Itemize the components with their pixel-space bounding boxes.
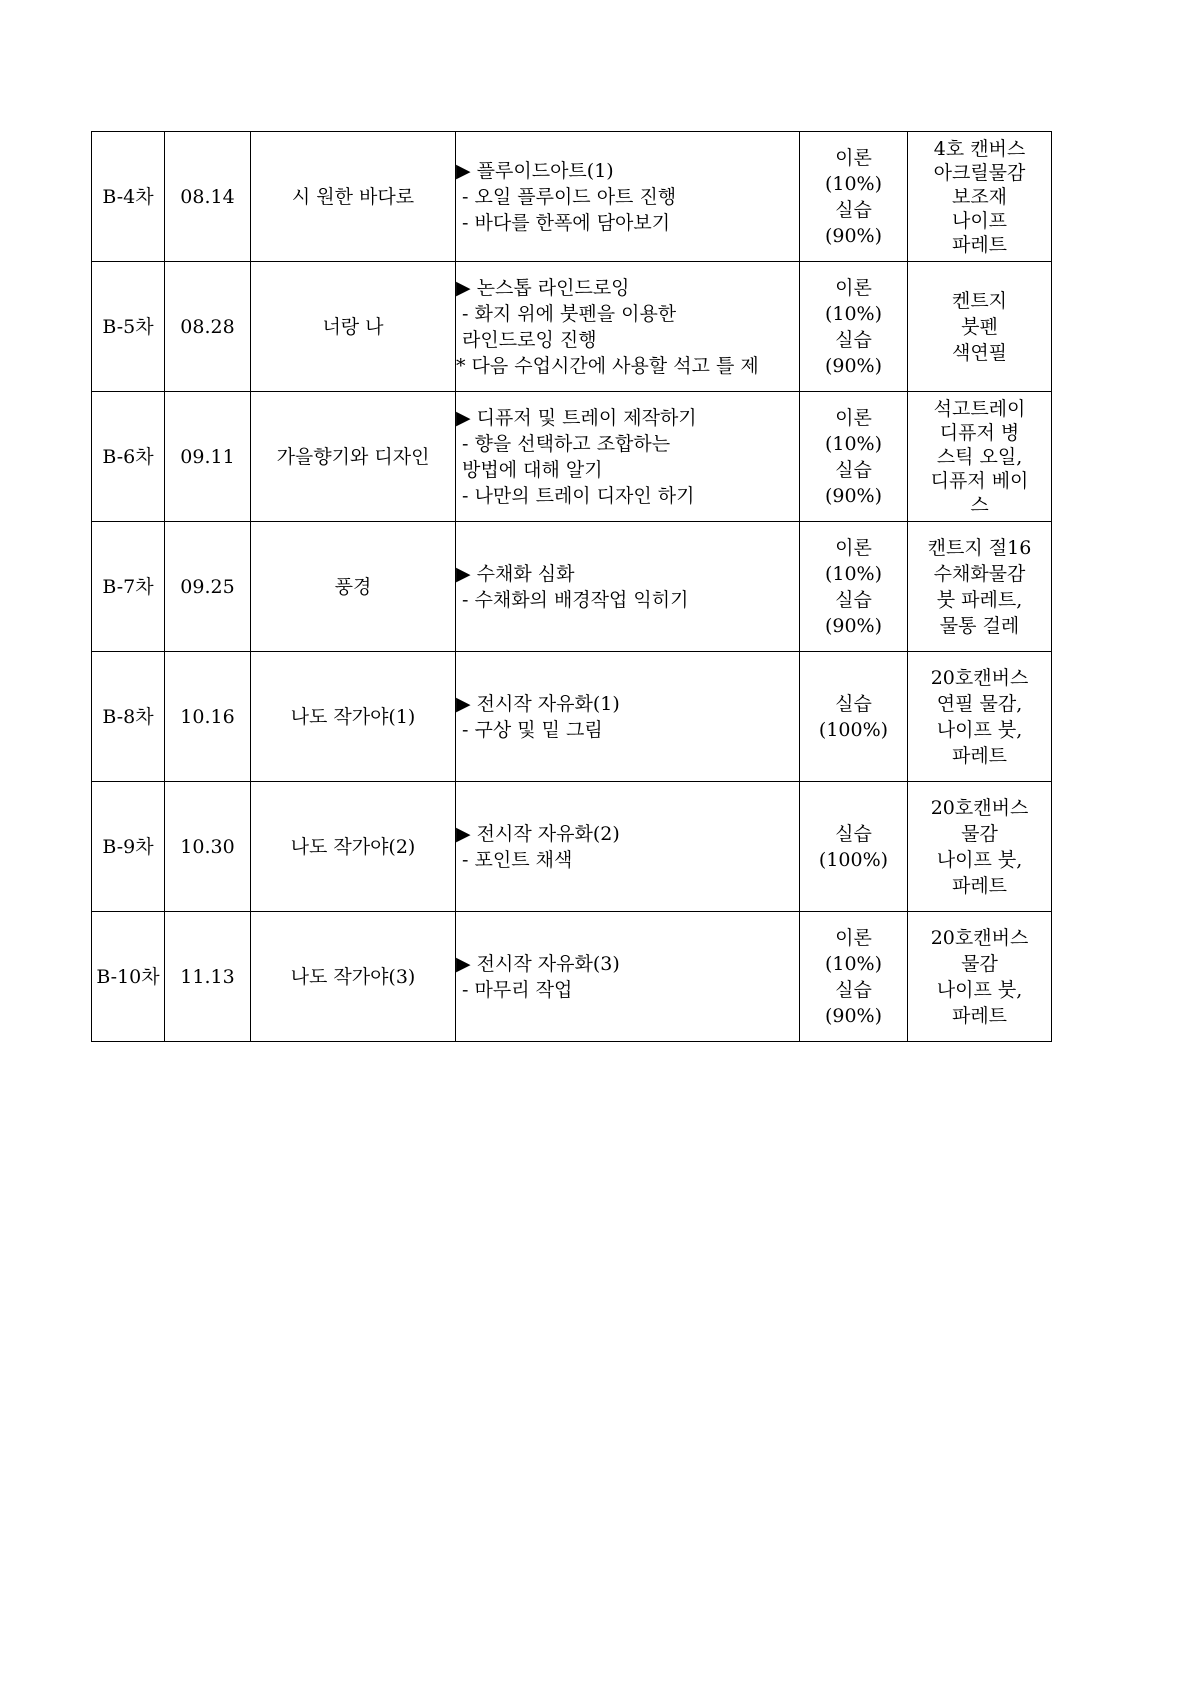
- content-cell: [456, 262, 800, 392]
- material-item: 파레트: [951, 874, 1008, 897]
- content-line: ▶ 디퓨저 및 트레이 제작하기: [456, 406, 697, 429]
- session-cell: B-6차: [92, 392, 165, 522]
- content-line: - 마무리 작업: [456, 978, 573, 1001]
- method-cell: [800, 392, 908, 522]
- method-line: 실습: [835, 978, 872, 1001]
- table-row: [92, 522, 1052, 652]
- method-line: (10%): [824, 432, 883, 455]
- method-line: (100%): [818, 848, 889, 871]
- content-line: ▶ 전시작 자유화(1): [456, 692, 620, 715]
- title-cell: 시 원한 바다로: [251, 132, 456, 262]
- material-item: 파레트: [951, 1004, 1008, 1027]
- material-item: 색연필: [951, 341, 1008, 364]
- content-line: ▶ 논스톱 라인드로잉: [456, 276, 630, 299]
- date-cell: 08.14: [165, 132, 251, 262]
- material-item: 물감: [961, 822, 998, 845]
- material-item: 20호캔버스: [930, 666, 1029, 689]
- date-cell: 10.16: [165, 652, 251, 782]
- title-cell: 나도 작가야(3): [251, 912, 456, 1042]
- table-row: [92, 392, 1052, 522]
- material-item: 20호캔버스: [930, 796, 1029, 819]
- content-line: ▶ 수채화 심화: [456, 562, 575, 585]
- title-cell: 너랑 나: [251, 262, 456, 392]
- date-cell: 11.13: [165, 912, 251, 1042]
- material-item: 수채화물감: [933, 562, 1026, 585]
- material-item: 나이프 붓,: [936, 848, 1023, 871]
- method-cell: [800, 262, 908, 392]
- method-cell: [800, 782, 908, 912]
- material-item: 켄트지: [951, 289, 1008, 312]
- table-row: [92, 132, 1052, 262]
- material-item: 붓 파레트,: [936, 588, 1023, 611]
- method-line: (10%): [824, 562, 883, 585]
- material-item: 연필 물감,: [936, 692, 1023, 715]
- material-item: 물통 걸레: [939, 614, 1020, 637]
- content-line: - 향을 선택하고 조합하는: [456, 432, 671, 455]
- title-cell: 나도 작가야(1): [251, 652, 456, 782]
- method-line: (90%): [824, 224, 883, 247]
- content-line: 방법에 대해 알기: [456, 458, 603, 481]
- title-cell: 풍경: [251, 522, 456, 652]
- date-cell: 09.11: [165, 392, 251, 522]
- content-line: 라인드로잉 진행: [456, 328, 597, 351]
- content-cell: [456, 652, 800, 782]
- date-cell: 09.25: [165, 522, 251, 652]
- session-cell: B-5차: [92, 262, 165, 392]
- content-cell: [456, 132, 800, 262]
- materials-cell: [908, 652, 1052, 782]
- method-line: 이론: [835, 276, 872, 299]
- method-line: 실습: [835, 198, 872, 221]
- material-item: 아크릴물감: [933, 161, 1026, 184]
- method-line: 실습: [835, 328, 872, 351]
- method-line: (90%): [824, 614, 883, 637]
- session-cell: B-9차: [92, 782, 165, 912]
- content-line: - 화지 위에 붓펜을 이용한: [456, 302, 677, 325]
- materials-cell: [908, 262, 1052, 392]
- content-line: - 구상 및 밑 그림: [456, 718, 603, 741]
- material-item: 4호 캔버스: [933, 137, 1026, 160]
- session-cell: B-8차: [92, 652, 165, 782]
- content-line: ▶ 전시작 자유화(3): [456, 952, 620, 975]
- material-item: 스: [970, 493, 989, 516]
- material-item: 캔트지 절16: [927, 536, 1032, 559]
- materials-cell: [908, 522, 1052, 652]
- method-cell: [800, 912, 908, 1042]
- material-item: 보조재: [951, 185, 1008, 208]
- schedule-table: [91, 131, 1052, 1042]
- content-line: - 바다를 한폭에 담아보기: [456, 211, 671, 234]
- method-line: (10%): [824, 302, 883, 325]
- title-cell: 나도 작가야(2): [251, 782, 456, 912]
- content-cell: [456, 912, 800, 1042]
- material-item: 나이프 붓,: [936, 718, 1023, 741]
- session-cell: B-7차: [92, 522, 165, 652]
- method-line: (90%): [824, 1004, 883, 1027]
- material-item: 20호캔버스: [930, 926, 1029, 949]
- table-row: [92, 782, 1052, 912]
- method-line: 실습: [835, 588, 872, 611]
- table-row: [92, 912, 1052, 1042]
- materials-cell: [908, 132, 1052, 262]
- method-cell: [800, 522, 908, 652]
- material-item: 나이프 붓,: [936, 978, 1023, 1001]
- material-item: 디퓨저 베이: [930, 469, 1029, 492]
- method-cell: [800, 652, 908, 782]
- material-item: 파레트: [951, 233, 1008, 256]
- material-item: 물감: [961, 952, 998, 975]
- material-item: 스틱 오일,: [936, 445, 1023, 468]
- material-item: 디퓨저 병: [939, 421, 1020, 444]
- material-item: 붓펜: [961, 315, 998, 338]
- date-cell: 10.30: [165, 782, 251, 912]
- table-row: [92, 652, 1052, 782]
- method-cell: [800, 132, 908, 262]
- content-line: ▶ 플루이드아트(1): [456, 159, 614, 182]
- method-line: (10%): [824, 952, 883, 975]
- method-line: 실습: [835, 822, 872, 845]
- content-line: - 포인트 채색: [456, 848, 573, 871]
- title-cell: 가을향기와 디자인: [251, 392, 456, 522]
- method-line: (10%): [824, 172, 883, 195]
- method-line: 실습: [835, 458, 872, 481]
- session-cell: B-4차: [92, 132, 165, 262]
- material-item: 석고트레이: [933, 397, 1026, 420]
- method-line: 이론: [835, 926, 872, 949]
- table-row: [92, 262, 1052, 392]
- content-cell: [456, 522, 800, 652]
- method-line: (90%): [824, 484, 883, 507]
- content-line: - 수채화의 배경작업 익히기: [456, 588, 689, 611]
- content-line: - 오일 플루이드 아트 진행: [456, 185, 677, 208]
- method-line: (90%): [824, 354, 883, 377]
- content-line: - 나만의 트레이 디자인 하기: [456, 484, 695, 507]
- materials-cell: [908, 912, 1052, 1042]
- content-cell: [456, 782, 800, 912]
- material-item: 나이프: [951, 209, 1008, 232]
- date-cell: 08.28: [165, 262, 251, 392]
- content-cell: [456, 392, 800, 522]
- content-line: * 다음 수업시간에 사용할 석고 틀 제: [456, 354, 759, 377]
- method-line: 이론: [835, 146, 872, 169]
- materials-cell: [908, 782, 1052, 912]
- schedule-body: [92, 132, 1052, 1042]
- method-line: 이론: [835, 536, 872, 559]
- method-line: 실습: [835, 692, 872, 715]
- content-line: ▶ 전시작 자유화(2): [456, 822, 620, 845]
- materials-cell: [908, 392, 1052, 522]
- method-line: 이론: [835, 406, 872, 429]
- material-item: 파레트: [951, 744, 1008, 767]
- session-cell: B-10차: [92, 912, 165, 1042]
- method-line: (100%): [818, 718, 889, 741]
